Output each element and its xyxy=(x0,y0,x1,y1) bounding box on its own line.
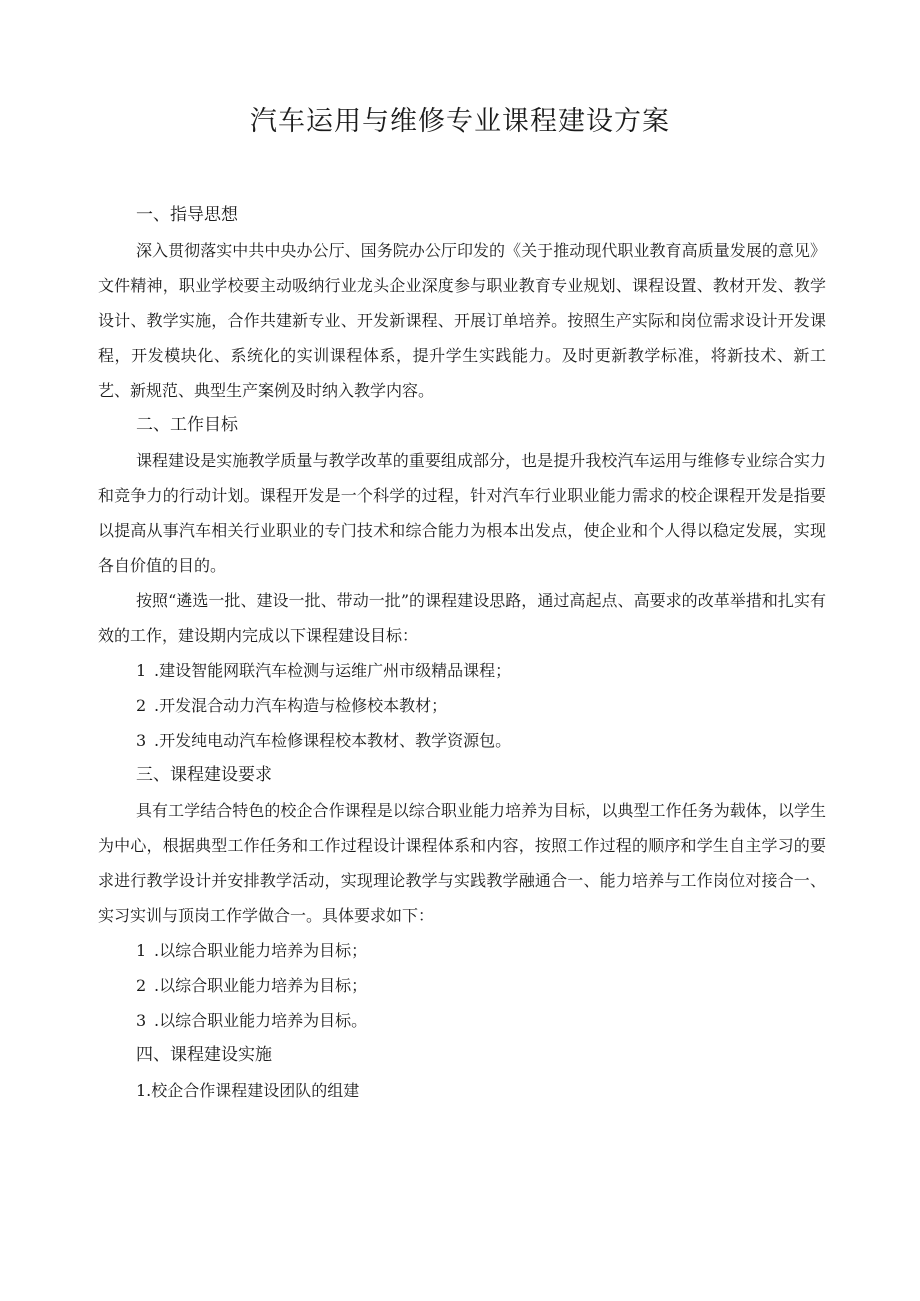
list-item xyxy=(98,968,826,1003)
list-item-text: .建设智能网联汽车检测与运维广州市级精品课程； xyxy=(154,661,512,680)
list-item xyxy=(98,1003,826,1038)
list-item xyxy=(98,723,826,758)
paragraph: 课程建设是实施教学质量与教学改革的重要组成部分，也是提升我校汽车运用与维修专业综合实力和竞争力的行动计划。课程开发是一个科学的过程，针对汽车行业职业能力需求的校企课程开发是指要以提高从事汽车相关行业职业的专门技术和综合能力为根本出发点，使企业和个人得以稳定发展，实现各自价值的目的。 xyxy=(98,451,826,575)
paragraph: 深入贯彻落实中共中央办公厅、国务院办公厅印发的《关于推动现代职业教育高质量发展的意见》文件精神，职业学校要主动吸纳行业龙头企业深度参与职业教育专业规划、课程设置、教材开发、教学设计、教学实施，合作共建新专业、开发新课程、开展订单培养。按照生产实际和岗位需求设计开发课程，开发模块化、系统化的实训课程体系，提升学生实践能力。及时更新教学标准，将新技术、新工艺、新规范、典型生产案例及时纳入教学内容。 xyxy=(98,241,826,400)
paragraph: 按照“遴选一批、建设一批、带动一批”的课程建设思路，通过高起点、高要求的改革举措和扎实有效的工作，建设期内完成以下课程建设目标： xyxy=(98,591,826,645)
section-heading: 三、课程建设要求 xyxy=(136,765,272,785)
list-item-number: 2 xyxy=(136,696,147,715)
list-item xyxy=(98,688,826,723)
list-item xyxy=(98,933,826,968)
list-item-text: .开发纯电动汽车检修课程校本教材、教学资源包。 xyxy=(154,731,512,750)
section-heading: 四、课程建设实施 xyxy=(136,1045,272,1065)
document-body xyxy=(98,198,826,1108)
list-item-number: 1 xyxy=(136,941,147,960)
section-heading: 一、指导思想 xyxy=(136,205,238,225)
list-item-number: 3 xyxy=(136,1011,147,1030)
subheading: 1.校企合作课程建设团队的组建 xyxy=(136,1081,360,1100)
list-item-number: 1 xyxy=(136,661,147,680)
list-item xyxy=(98,653,826,688)
paragraph: 具有工学结合特色的校企合作课程是以综合职业能力培养为目标，以典型工作任务为载体，以学生为中心，根据典型工作任务和工作过程设计课程体系和内容，按照工作过程的顺序和学生自主学习的要求进行教学设计并安排教学活动，实现理论教学与实践教学融通合一、能力培养与工作岗位对接合一、实习实训与顶岗工作学做合一。具体要求如下： xyxy=(98,801,826,925)
list-item-number: 3 xyxy=(136,731,147,750)
document-title: 汽车运用与维修专业课程建设方案 xyxy=(250,106,670,137)
list-item-text: .以综合职业能力培养为目标； xyxy=(154,976,368,995)
list-item-number: 2 xyxy=(136,976,147,995)
list-item-text: .以综合职业能力培养为目标； xyxy=(154,941,368,960)
section-heading: 二、工作目标 xyxy=(136,415,238,435)
list-item-text: .开发混合动力汽车构造与检修校本教材； xyxy=(154,696,448,715)
list-item-text: .以综合职业能力培养为目标。 xyxy=(154,1011,368,1030)
